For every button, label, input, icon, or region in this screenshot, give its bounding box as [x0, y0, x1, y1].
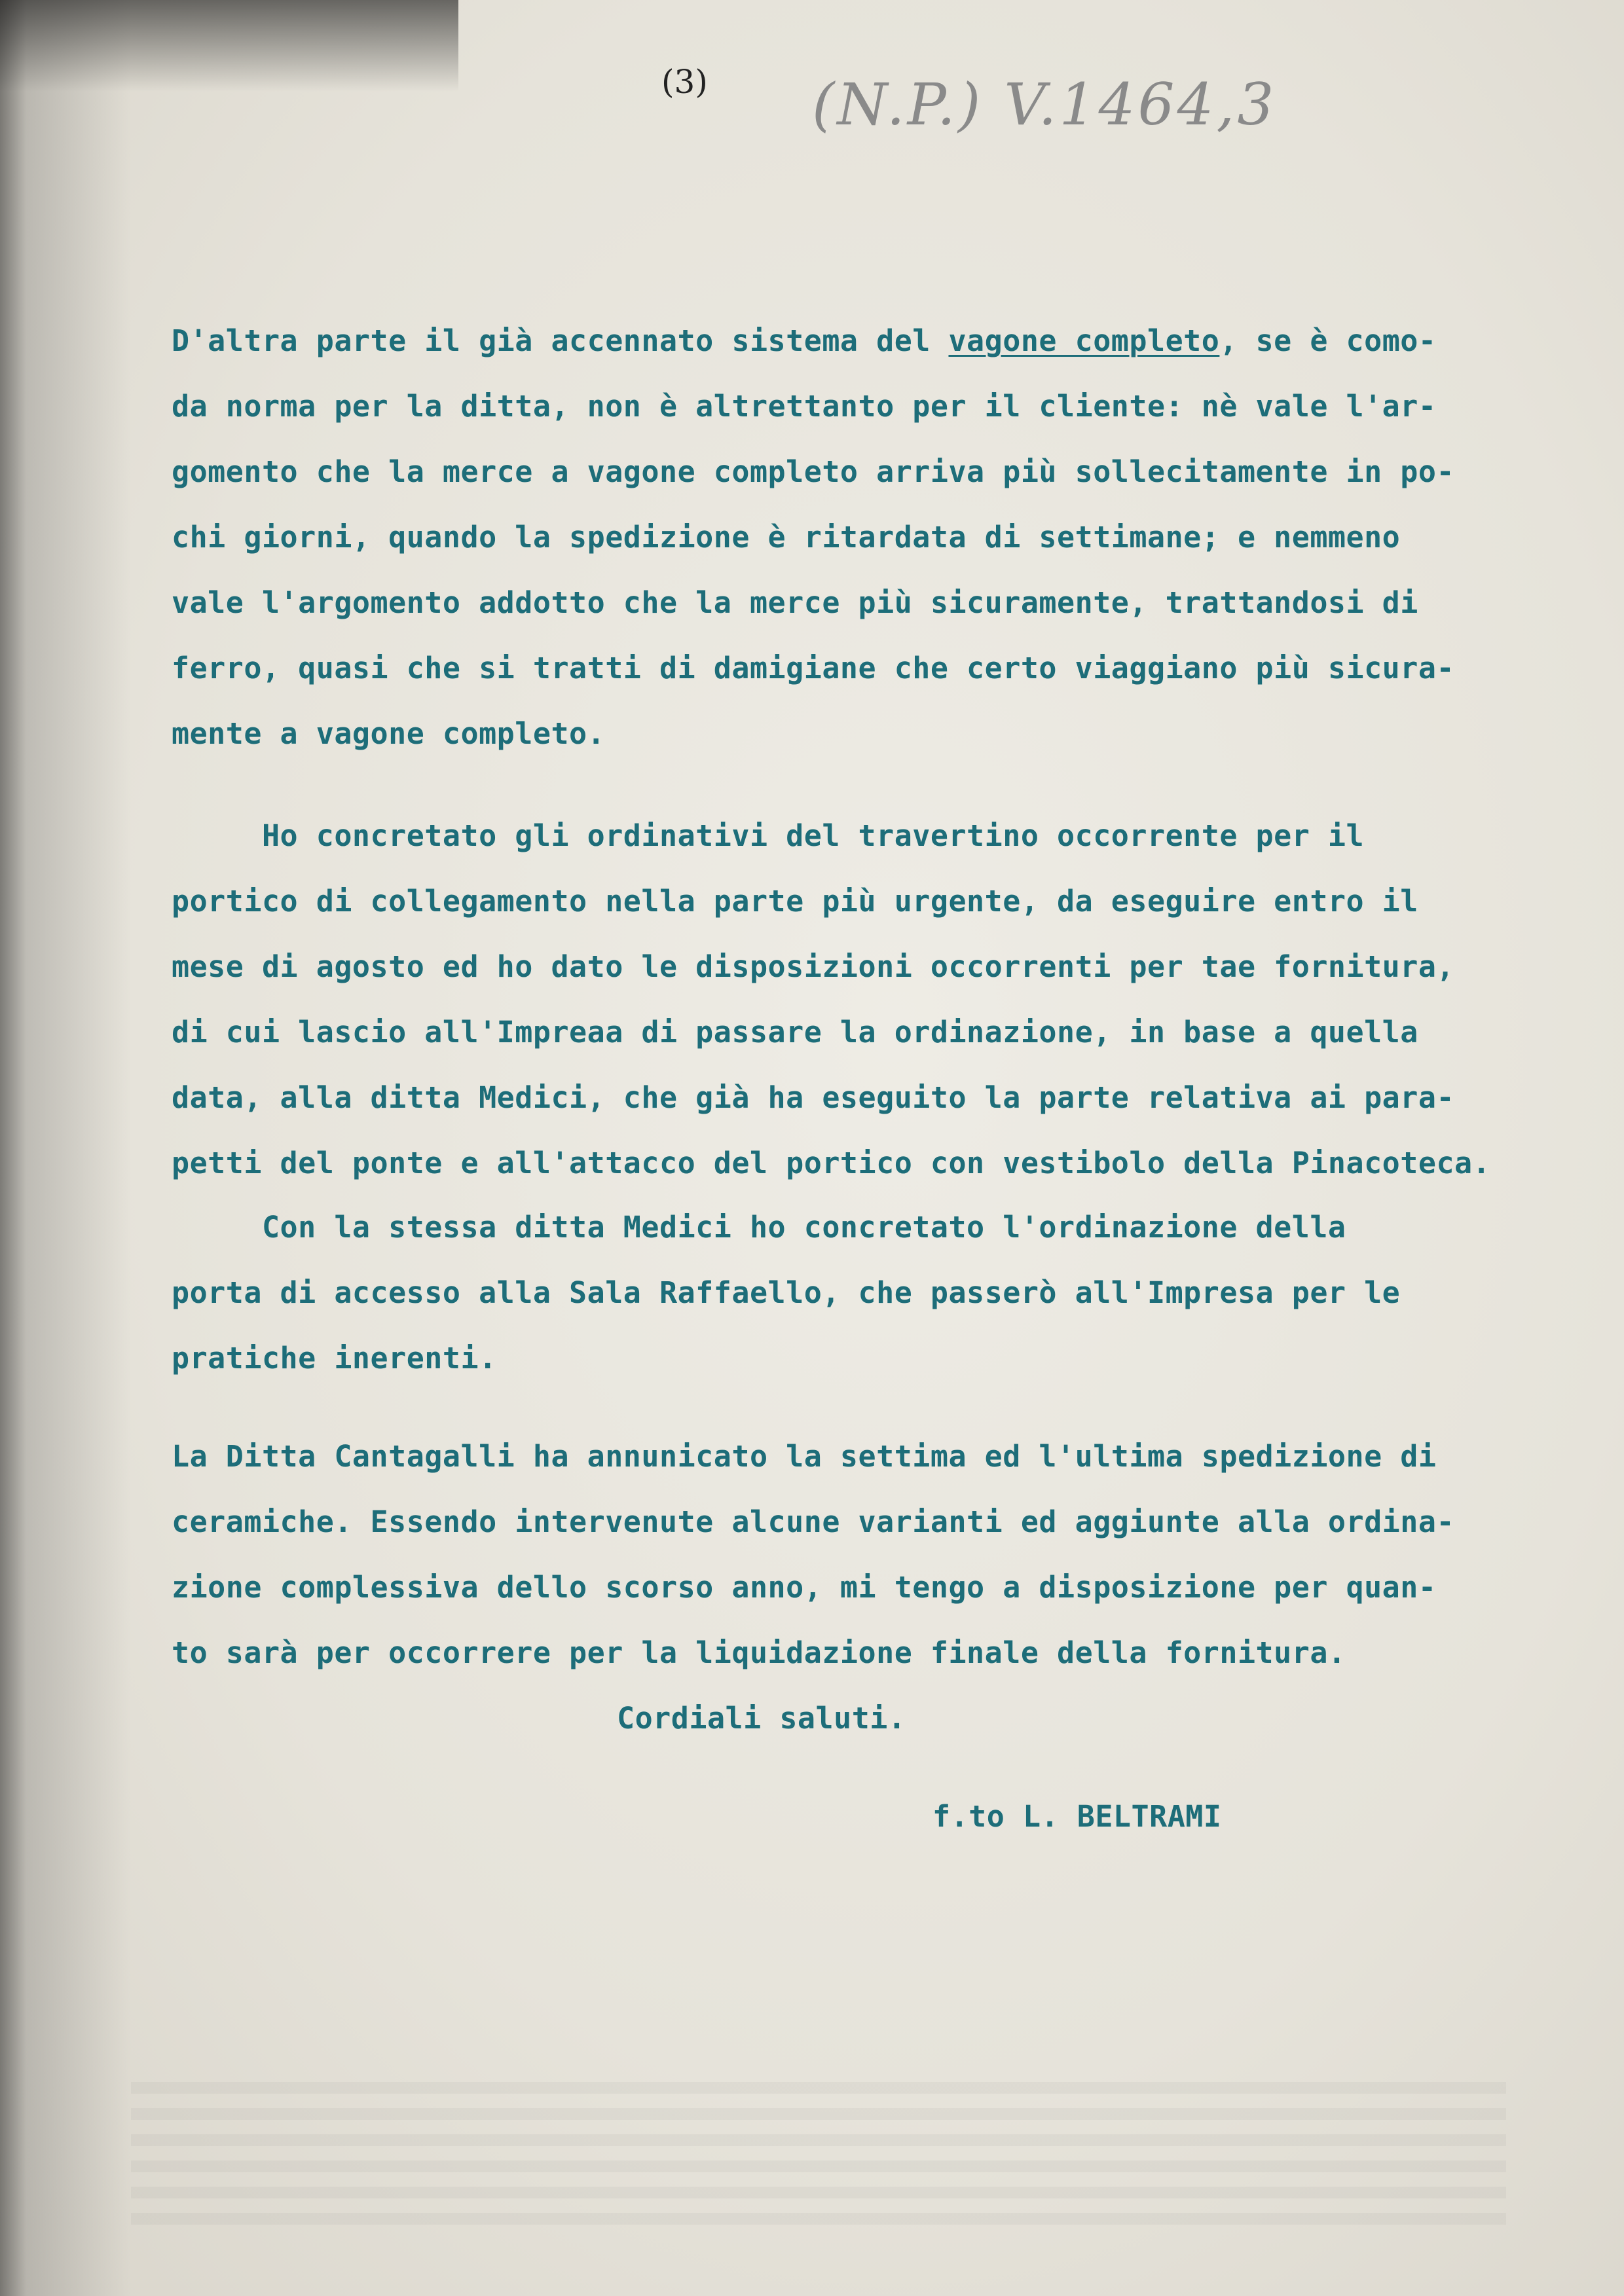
- letter-line: zione complessiva dello scorso anno, mi tengo a disposizione per quan-: [172, 1570, 1437, 1605]
- letter-line: vale l'argomento addotto che la merce più sicuramente, trattandosi di: [172, 585, 1418, 620]
- underlined-phrase: vagone completo: [948, 323, 1220, 358]
- letter-line: La Ditta Cantagalli ha annunicato la settima ed l'ultima spedizione di: [172, 1439, 1437, 1474]
- archive-mark: (N.P.) V.1464,3: [812, 71, 1277, 138]
- bleed-through-texture: [131, 2082, 1506, 2232]
- page-edge-shadow: [0, 0, 151, 2296]
- letter-line: da norma per la ditta, non è altrettanto per il cliente: nè vale l'ar-: [172, 389, 1437, 424]
- line-text: D'altra parte il già accennato sistema del: [172, 323, 949, 358]
- letter-line: data, alla ditta Medici, che già ha eseguito la parte relativa ai para-: [172, 1080, 1455, 1115]
- letter-line: di cui lascio all'Impreaa di passare la ordinazione, in base a quella: [172, 1015, 1418, 1049]
- letter-line: petti del ponte e all'attacco del portico con vestibolo della Pinacoteca.: [172, 1146, 1491, 1180]
- top-corner-shadow: [0, 0, 458, 92]
- signature: f.to L. BELTRAMI: [932, 1799, 1222, 1834]
- letter-line: Con la stessa ditta Medici ho concretato l'ordinazione della: [172, 1210, 1346, 1245]
- page-number: (3): [661, 63, 708, 101]
- letter-line: portico di collegamento nella parte più urgente, da eseguire entro il: [172, 884, 1418, 919]
- letter-line: mente a vagone completo.: [172, 716, 606, 751]
- letter-line: pratiche inerenti.: [172, 1341, 497, 1376]
- letter-line: to sarà per occorrere per la liquidazione finale della fornitura.: [172, 1635, 1346, 1670]
- closing-salutation: Cordiali saluti.: [617, 1701, 906, 1736]
- line-text: , se è como-: [1219, 323, 1437, 358]
- letter-line: ferro, quasi che si tratti di damigiane che certo viaggiano più sicura-: [172, 651, 1455, 685]
- letter-line: Ho concretato gli ordinativi del travertino occorrente per il: [172, 818, 1365, 853]
- letter-line: ceramiche. Essendo intervenute alcune varianti ed aggiunte alla ordina-: [172, 1504, 1455, 1539]
- letter-line: [172, 323, 1436, 358]
- letter-line: mese di agosto ed ho dato le disposizioni occorrenti per tae fornitura,: [172, 949, 1455, 984]
- letter-line: chi giorni, quando la spedizione è ritardata di settimane; e nemmeno: [172, 520, 1401, 555]
- letter-line: porta di accesso alla Sala Raffaello, che passerò all'Impresa per le: [172, 1275, 1401, 1310]
- letter-line: gomento che la merce a vagone completo arriva più sollecitamente in po-: [172, 454, 1455, 489]
